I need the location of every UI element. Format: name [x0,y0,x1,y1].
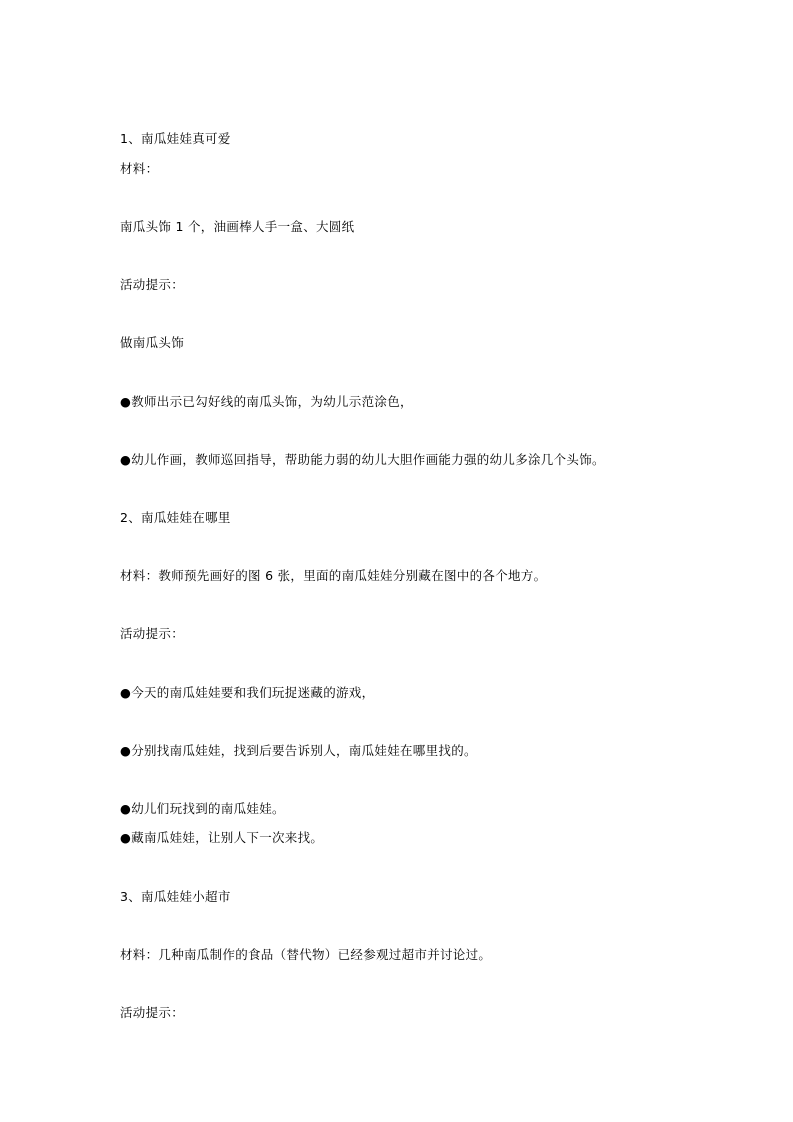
section-2-bullet-3: ●幼儿们玩找到的南瓜娃娃。 [120,801,285,816]
section-1-tips-label: 活动提示： [120,277,185,292]
section-2-heading: 2、南瓜娃娃在哪里 [120,510,231,525]
section-2-bullet-2: ●分别找南瓜娃娃，找到后要告诉别人，南瓜娃娃在哪里找的。 [120,743,477,758]
section-2-bullet-1: ●今天的南瓜娃娃要和我们玩捉迷藏的游戏， [120,685,375,700]
section-3-tips-label: 活动提示： [120,1005,185,1020]
section-3-heading: 3、南瓜娃娃小超市 [120,889,231,904]
section-2-materials-text: 材料：教师预先画好的图 6 张，里面的南瓜娃娃分别藏在图中的各个地方。 [120,568,547,583]
section-1-subheading: 做南瓜头饰 [120,335,185,350]
section-1-materials-text: 南瓜头饰 1 个，油画棒人手一盒、大圆纸 [120,219,355,234]
section-1-heading: 1、南瓜娃娃真可爱 [120,131,231,146]
section-2-bullet-4: ●藏南瓜娃娃，让别人下一次来找。 [120,830,324,845]
section-2-tips-label: 活动提示： [120,626,185,641]
section-3-materials-text: 材料：几种南瓜制作的食品（替代物）已经参观过超市并讨论过。 [120,947,492,962]
section-1-materials-label: 材料： [120,161,159,176]
section-1-bullet-2: ●幼儿作画，教师巡回指导，帮助能力弱的幼儿大胆作画能力强的幼儿多涂几个头饰。 [120,452,605,467]
section-1-bullet-1: ●教师出示已勾好线的南瓜头饰，为幼儿示范涂色， [120,394,413,409]
